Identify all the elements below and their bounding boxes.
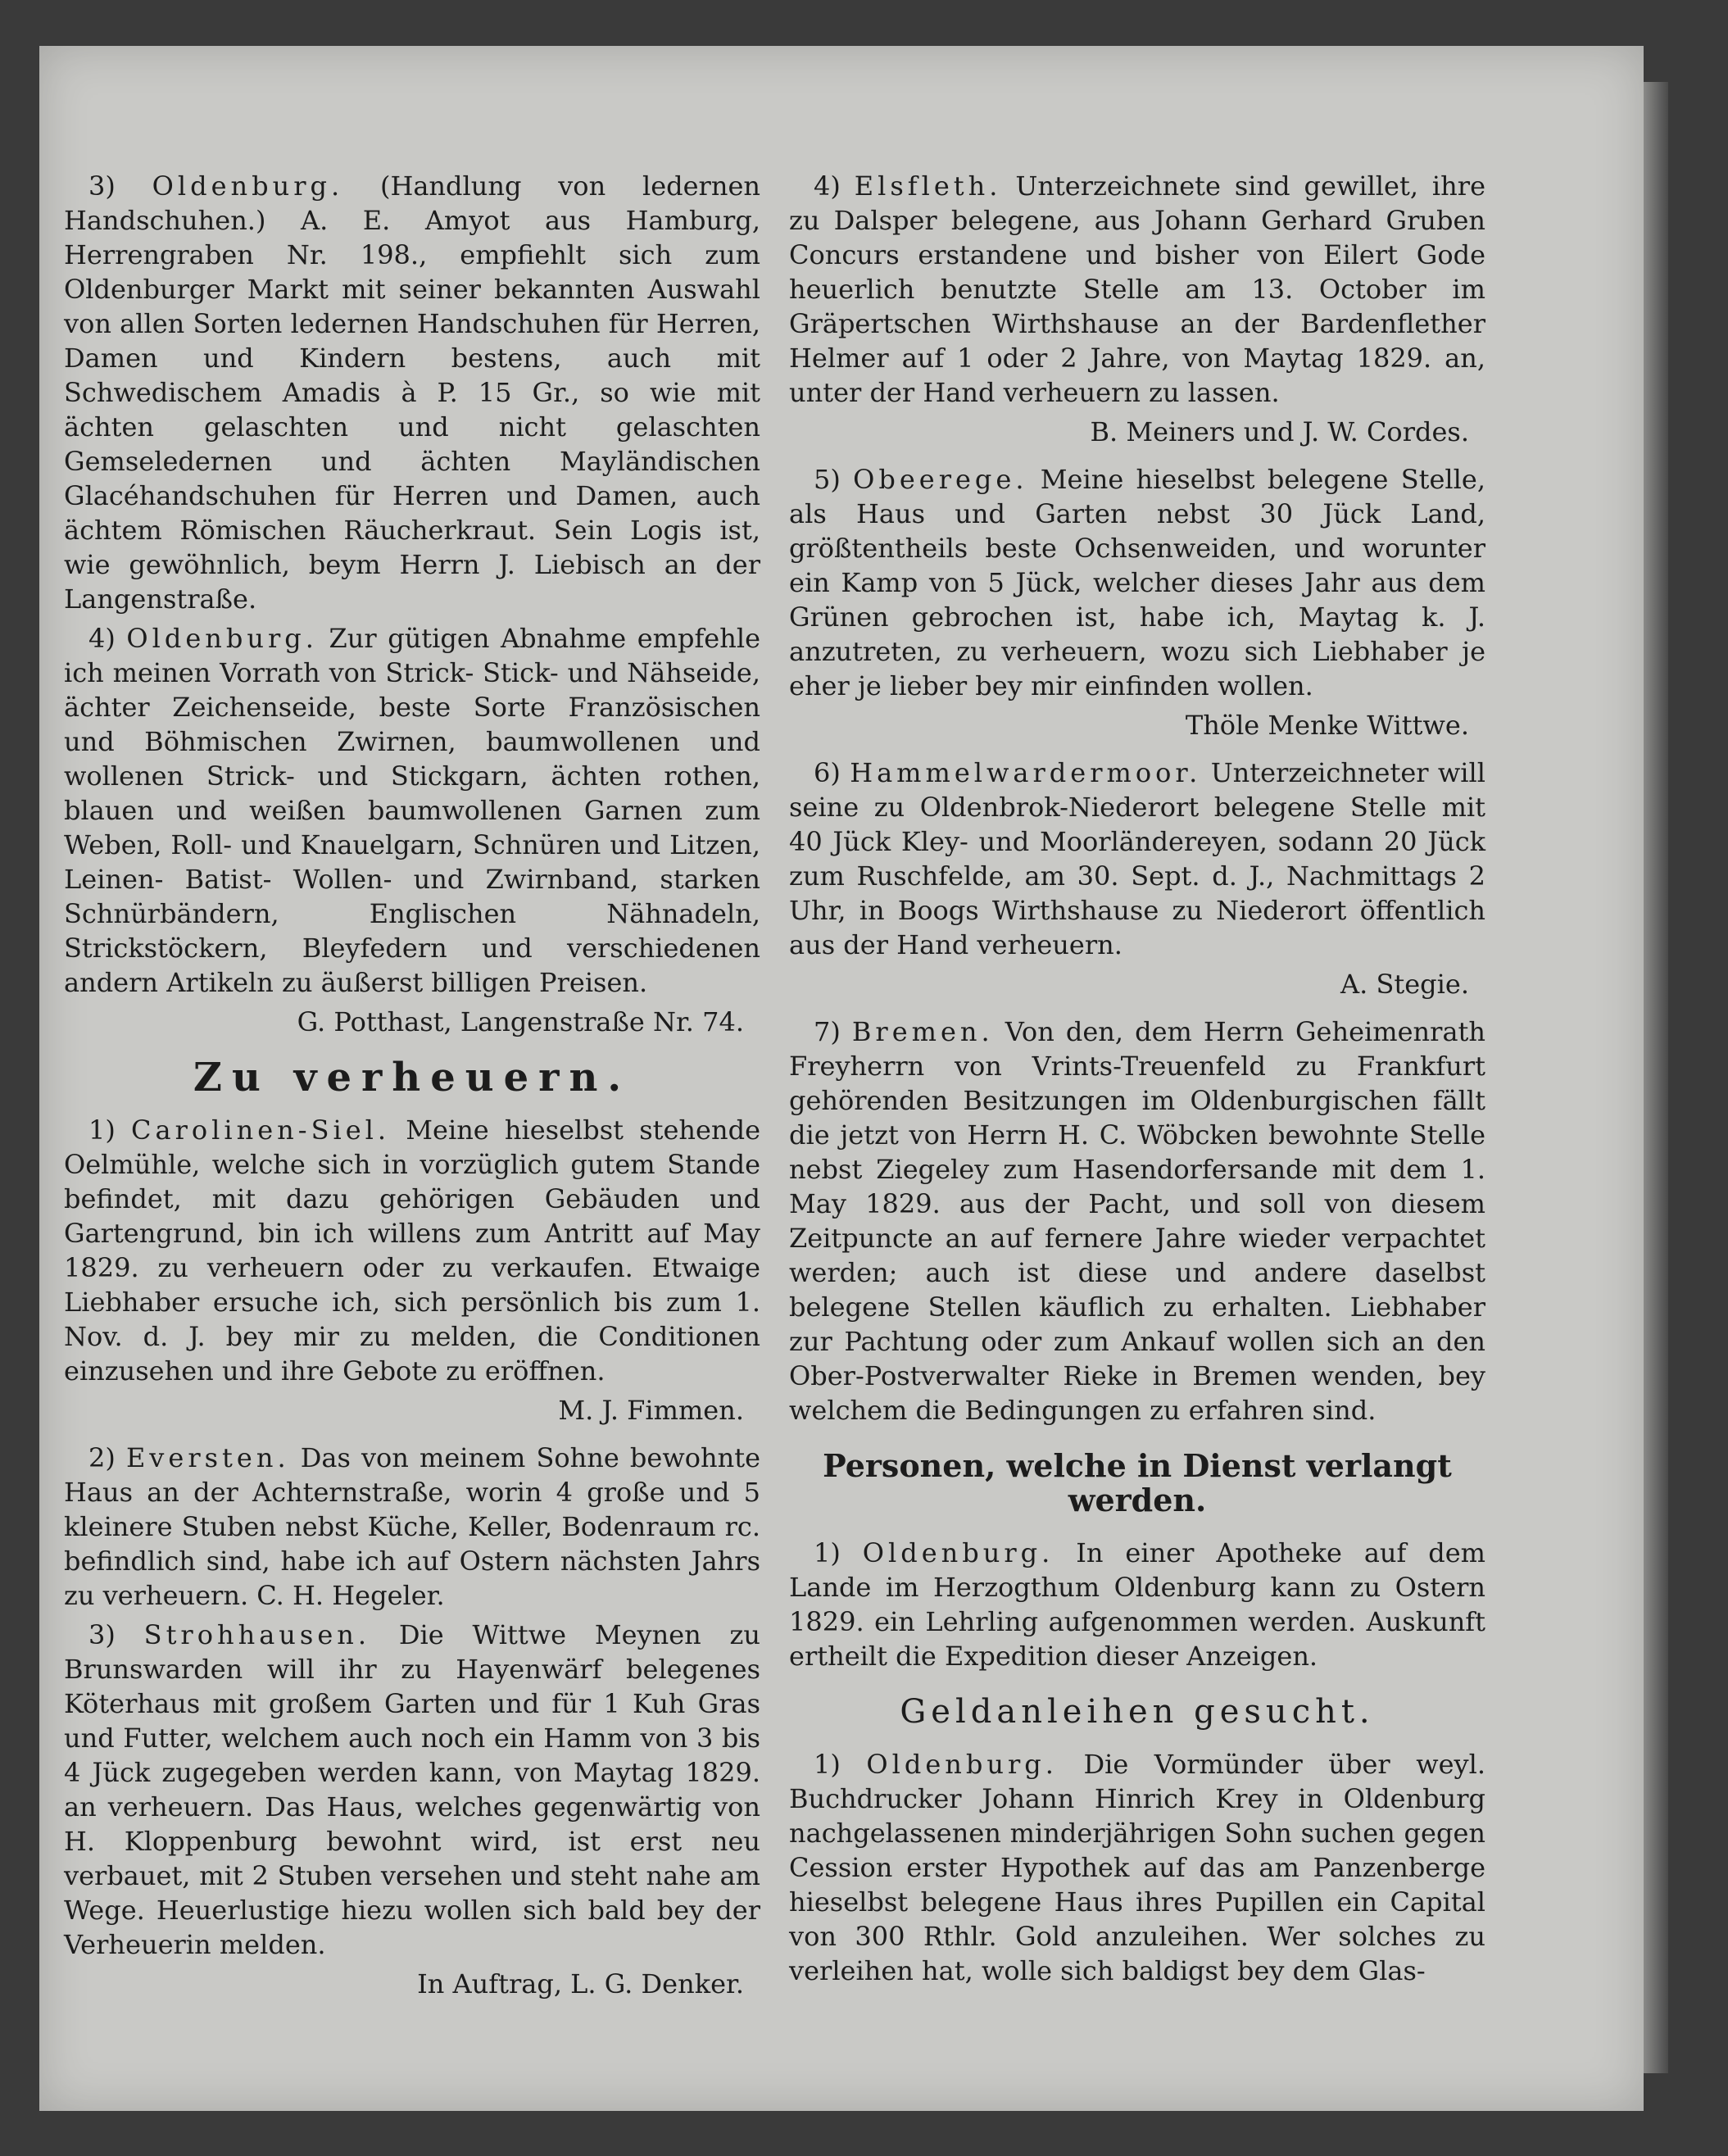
ad-entry (64, 1113, 760, 1388)
section-heading-personen: Personen, welche in Dienst verlangt werden. (823, 1447, 1452, 1518)
section-heading-zu-verheuern: Zu verheuern. (193, 1055, 632, 1101)
entry-place: Obeerege. (853, 464, 1028, 495)
entry-text: Meine hieselbst stehende Oelmühle, welche sich in vorzüglich gutem Stande befindet, mit dazu gehörigen Gebäuden und Gartengrund, bin ich willens zum Antritt auf May 1829. zu verheuern oder zu verkaufen. Etwaige Liebhaber ersuche ich, sich persönlich bis zum 1. Nov. d. J. bey mir zu melden, die Conditionen einzusehen und ihre Gebote zu eröffnen. (64, 1114, 761, 1387)
entry-text: Die Vormünder über weyl. Buchdrucker Johann Hinrich Krey in Oldenburg nachgelassenen minderjährigen Sohn suchen gegen Cession erster Hypothek auf das am Panzenberge hieselbst belegene Haus ihres Pupillen ein Capital von 300 Rthlr. Gold anzuleihen. Wer solches zu verleihen hat, wolle sich baldigst bey dem Glas- (789, 1749, 1486, 1986)
ad-entry (64, 169, 760, 616)
entry-text: Unterzeichneter will seine zu Oldenbrok-Niederort belegene Stelle mit 40 Jück Kley- und Moorländereyen, sodann 20 Jück zum Ruschfelde, am 30. Sept. d. J., Nachmittags 2 Uhr, in Boogs Wirthshause zu Niederort öffentlich aus der Hand verheuern. (789, 757, 1485, 960)
right-column (789, 169, 1485, 1993)
entry-text: In einer Apotheke auf dem Lande im Herzogthum Oldenburg kann zu Ostern 1829. ein Lehrling aufgenommen werden. Auskunft ertheilt die Expedition dieser Anzeigen. (789, 1537, 1486, 1672)
entry-place: Bremen. (851, 1016, 994, 1047)
entry-text: Meine hieselbst belegene Stelle, als Haus und Garten nebst 30 Jück Land, größtentheils beste Ochsenweiden, und worunter ein Kamp von 5 Jück, welcher dieses Jahr aus dem Grünen gebrochen ist, habe ich, Maytag k. J. anzutreten, zu verheuern, wozu sich Liebhaber je eher je lieber bey mir einfinden wollen. (789, 464, 1485, 701)
entry-text: Das von meinem Sohne bewohnte Haus an der Achternstraße, worin 4 große und 5 kleinere Stuben nebst Küche, Keller, Bodenraum rc. befindlich sind, habe ich auf Ostern nächsten Jahrs zu verheuern. C. H. Hegeler. (64, 1442, 761, 1611)
left-column (64, 169, 760, 2014)
entry-number: 4) (814, 170, 841, 202)
entry-text: Die Wittwe Meynen zu Brunswarden will ihr zu Hayenwärf belegenes Köterhaus mit großem Garten und für 1 Kuh Gras und Futter, welchem auch noch ein Hamm von 3 bis 4 Jück zugegeben werden kann, von Maytag 1829. an verheuern. Das Haus, welches gegenwärtig von H. Kloppenburg bewohnt wird, ist erst neu verbauet, mit 2 Stuben versehen und steht nahe am Wege. Heuerlustige hiezu wollen sich bald bey der Verheuerin melden. (64, 1619, 761, 1960)
entry-number: 1) (814, 1537, 841, 1568)
ad-entry (789, 756, 1485, 962)
ad-entry (789, 1014, 1485, 1427)
entry-place: Oldenburg. (152, 170, 344, 202)
entry-signature: G. Potthast, Langenstraße Nr. 74. (297, 1006, 744, 1037)
ad-entry (789, 1536, 1485, 1673)
entry-signature: Thöle Menke Wittwe. (1185, 710, 1469, 741)
entry-number: 5) (814, 464, 841, 495)
entry-number: 1) (88, 1114, 116, 1146)
entry-place: Strohhausen. (143, 1619, 371, 1650)
entry-place: Oldenburg. (866, 1749, 1058, 1780)
entry-text: Unterzeichnete sind gewillet, ihre zu Dalsper belegene, aus Johann Gerhard Gruben Concurs erstandene und bisher von Eilert Gode heuerlich benutzte Stelle am 13. October im Gräpertschen Wirthshause an der Bardenflether Helmer auf 1 oder 2 Jahre, von Maytag 1829. an, unter der Hand verheuern zu lassen. (789, 170, 1486, 408)
ad-entry (789, 1747, 1485, 1988)
ad-entry (789, 169, 1485, 410)
ad-entry (789, 462, 1485, 703)
entry-signature: M. J. Fimmen. (558, 1395, 744, 1426)
entry-number: 3) (88, 1619, 116, 1650)
entry-text: Von den, dem Herrn Geheimenrath Freyherrn von Vrints-Treuenfeld zu Frankfurt gehörenden Besitzungen im Oldenburgischen fällt die jetzt von Herrn H. C. Wöbcken bewohnte Stelle nebst Ziegeley zum Hasendorfersande mit dem 1. May 1829. aus der Pacht, und soll von diesem Zeitpuncte an auf fernere Jahre wieder verpachtet werden; auch ist diese und andere daselbst belegene Stellen käuflich zu erhalten. Liebhaber zur Pachtung oder zum Ankauf wollen sich an den Ober-Postverwalter Rieke in Bremen wenden, bey welchem die Bedingungen zu erfahren sind. (789, 1016, 1486, 1426)
entry-text: Zur gütigen Abnahme empfehle ich meinen Vorrath von Strick- Stick- und Nähseide, ächter Zeichenseide, beste Sorte Französischen und Böhmischen Zwirnen, baumwollenen und wollenen Strick- und Stickgarn, ächten rothen, blauen und weißen baumwollenen Garnen zum Weben, Roll- und Knauelgarn, Schnüren und Litzen, Leinen- Batist- Wollen- und Zwirnband, starken Schnürbändern, Englischen Nähnadeln, Strickstöckern, Bleyfedern und verschiedenen andern Artikeln zu äußerst billigen Preisen. (64, 623, 761, 998)
entry-place: Hammelwardermoor. (850, 757, 1202, 788)
page-edge-shadow (1644, 82, 1668, 2073)
entry-text: (Handlung von ledernen Handschuhen.) A. E. Amyot aus Hamburg, Herrengraben Nr. 198., empfiehlt sich zum Oldenburger Markt mit seiner bekannten Auswahl von allen Sorten ledernen Handschuhen für Herren, Damen und Kindern bestens, auch mit Schwedischem Amadis à P. 15 Gr., so wie mit ächten gelaschten und nicht gelaschten Gemseledernen und ächten Mayländischen Glacéhandschuhen für Herren und Damen, auch ächtem Römischen Räucherkraut. Sein Logis ist, wie gewöhnlich, beym Herrn J. Liebisch an der Langenstraße. (64, 170, 761, 615)
newspaper-page (39, 46, 1644, 2111)
entry-place: Eversten. (125, 1442, 290, 1473)
entry-number: 1) (814, 1749, 841, 1780)
entry-number: 4) (88, 623, 116, 654)
entry-place: Carolinen-Siel. (131, 1114, 391, 1146)
entry-number: 6) (814, 757, 841, 788)
section-heading-geldanleihen: Geldanleihen gesucht. (900, 1693, 1375, 1731)
entry-place: Elsfleth. (854, 170, 1002, 202)
ad-entry (64, 621, 760, 1000)
entry-number: 2) (88, 1442, 116, 1473)
entry-signature: In Auftrag, L. G. Denker. (417, 1968, 744, 1999)
entry-signature: B. Meiners und J. W. Cordes. (1090, 416, 1469, 447)
entry-place: Oldenburg. (862, 1537, 1054, 1568)
entry-number: 3) (88, 170, 116, 202)
entry-signature: A. Stegie. (1340, 969, 1469, 1000)
ad-entry (64, 1618, 760, 1962)
entry-place: Oldenburg. (126, 623, 318, 654)
ad-entry (64, 1441, 760, 1613)
entry-number: 7) (814, 1016, 841, 1047)
